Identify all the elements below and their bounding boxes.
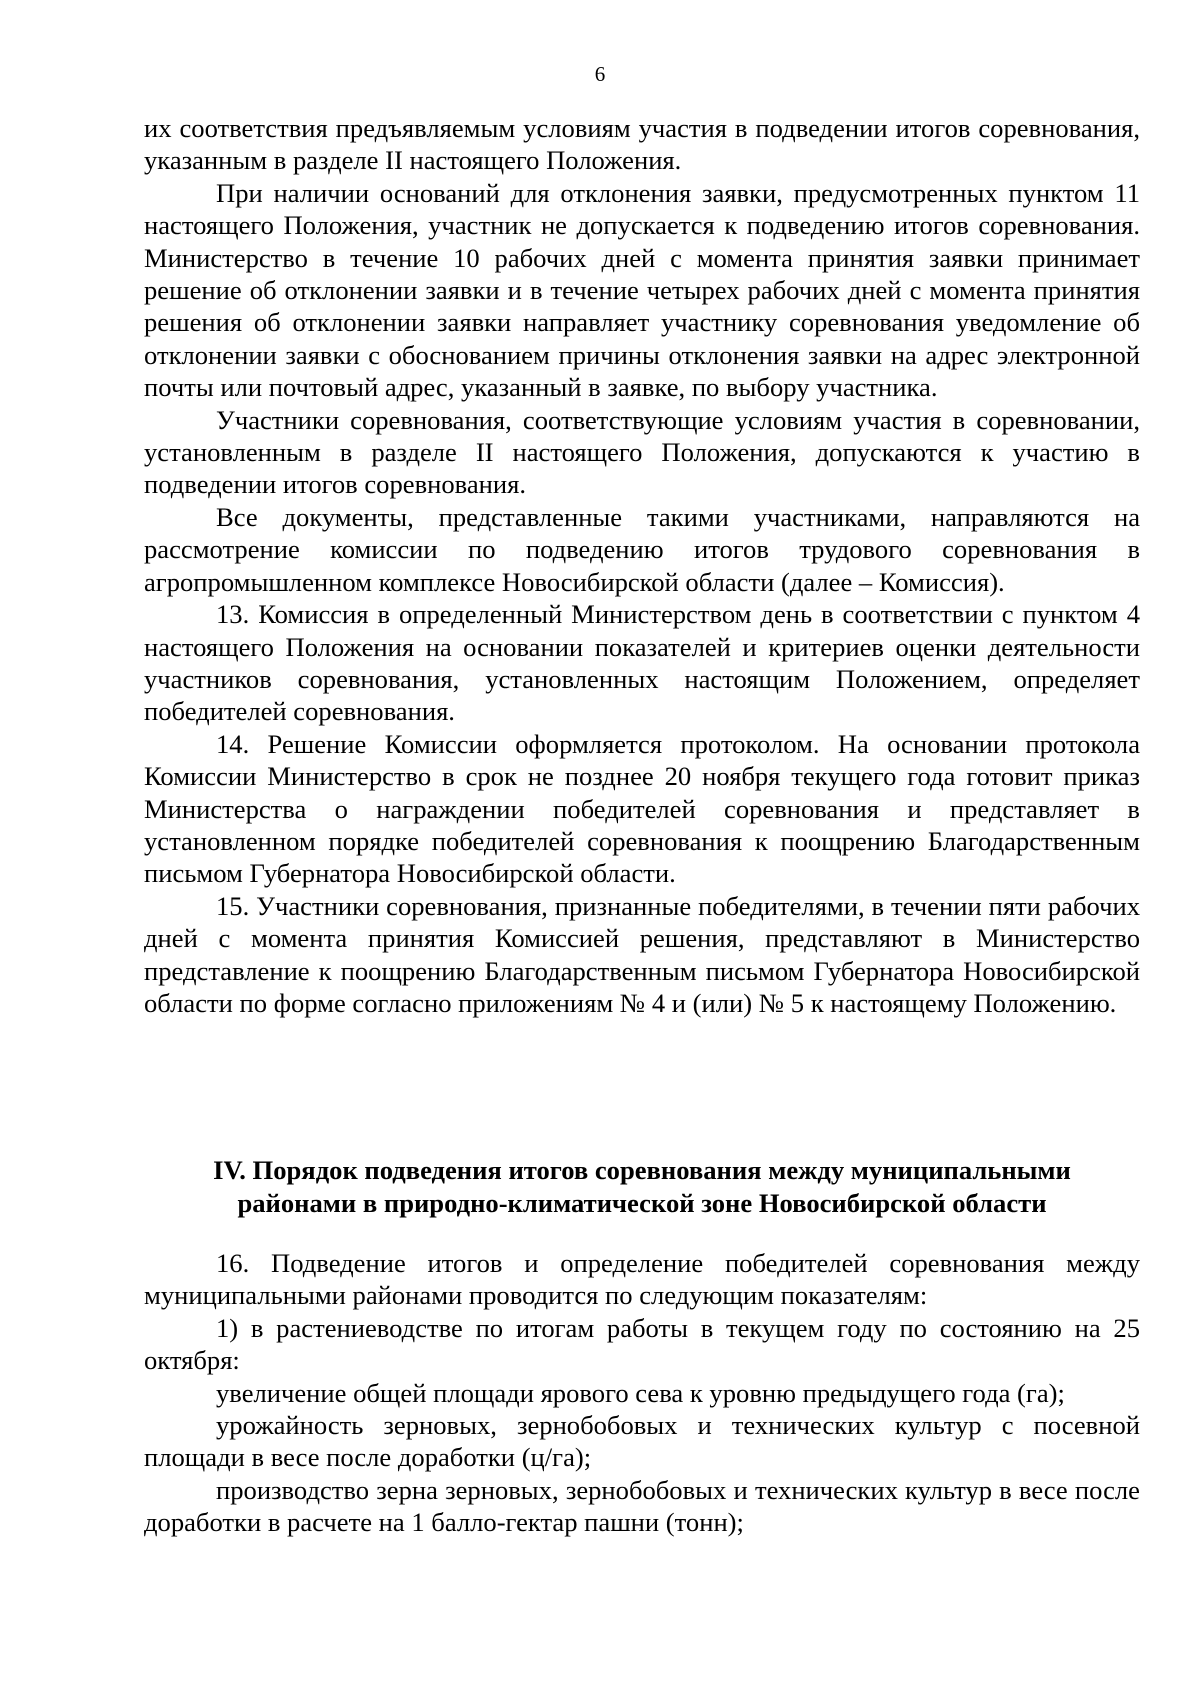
paragraph-item-13: 13. Комиссия в определенный Министерством день в соответствии с пунктом 4 настоящего Положения на основании показателей и критериев оценки деятельности участников соревнования, установленных настоящим Положением, определяет победителей соревнования. <box>144 599 1140 727</box>
paragraph: При наличии оснований для отклонения заявки, предусмотренных пунктом 11 настоящего Положения, участник не допускается к подведению итогов соревнования. Министерство в течение 10 рабочих дней с момента принятия заявки принимает решение об отклонении заявки и в течение четырех рабочих дней с момента принятия решения об отклонении заявки направляет участнику соревнования уведомление об отклонении заявки с обоснованием причины отклонения заявки на адрес электронной почты или почтовый адрес, указанный в заявке, по выбору участника. <box>144 177 1140 403</box>
document-body-after-heading <box>144 1247 1140 1539</box>
paragraph-indicator: увеличение общей площади ярового сева к уровню предыдущего года (га); <box>216 1377 1065 1408</box>
paragraph-indicator: производство зерна зерновых, зернобобовых и технических культур в весе после доработки в расчете на 1 балло-гектар пашни (тонн); <box>144 1474 1140 1538</box>
section-heading <box>144 1154 1140 1220</box>
paragraph-item-14: 14. Решение Комиссии оформляется протоколом. На основании протокола Комиссии Министерство в срок не позднее 20 ноября текущего года готовит приказ Министерства о награждении победителей соревнования и представляет в установленном порядке победителей соревнования к поощрению Благодарственным письмом Губернатора Новосибирской области. <box>144 728 1140 889</box>
paragraph-item-15: 15. Участники соревнования, признанные победителями, в течении пяти рабочих дней с момента принятия Комиссией решения, представляют в Министерство представление к поощрению Благодарственным письмом Губернатора Новосибирской области по форме согласно приложениям № 4 и (или) № 5 к настоящему Положению. <box>144 890 1140 1018</box>
document-body-before-heading <box>144 112 1140 1019</box>
paragraph-indicator: урожайность зерновых, зернобобовых и технических культур с посевной площади в весе после доработки (ц/га); <box>144 1410 1140 1473</box>
section-heading-line-2: районами в природно-климатической зоне Новосибирской области <box>237 1188 1047 1218</box>
page-number: 6 <box>594 62 606 86</box>
paragraph: Все документы, представленные такими участниками, направляются на рассмотрение комиссии по подведению итогов трудового соревнования в агропромышленном комплексе Новосибирской области (далее – Комиссия). <box>144 501 1140 597</box>
section-heading-line-1: IV. Порядок подведения итогов соревнования между муниципальными <box>213 1155 1071 1185</box>
paragraph-subitem-1: 1) в растениеводстве по итогам работы в текущем году по состоянию на 25 октября: <box>144 1312 1140 1376</box>
paragraph: Участники соревнования, соответствующие условиям участия в соревновании, установленным в разделе II настоящего Положения, допускаются к участию в подведении итогов соревнования. <box>144 404 1140 500</box>
paragraph: их соответствия предъявляемым условиям участия в подведении итогов соревнования, указанным в разделе II настоящего Положения. <box>144 113 1140 176</box>
paragraph-item-16: 16. Подведение итогов и определение победителей соревнования между муниципальными районами проводится по следующим показателям: <box>144 1248 1140 1311</box>
